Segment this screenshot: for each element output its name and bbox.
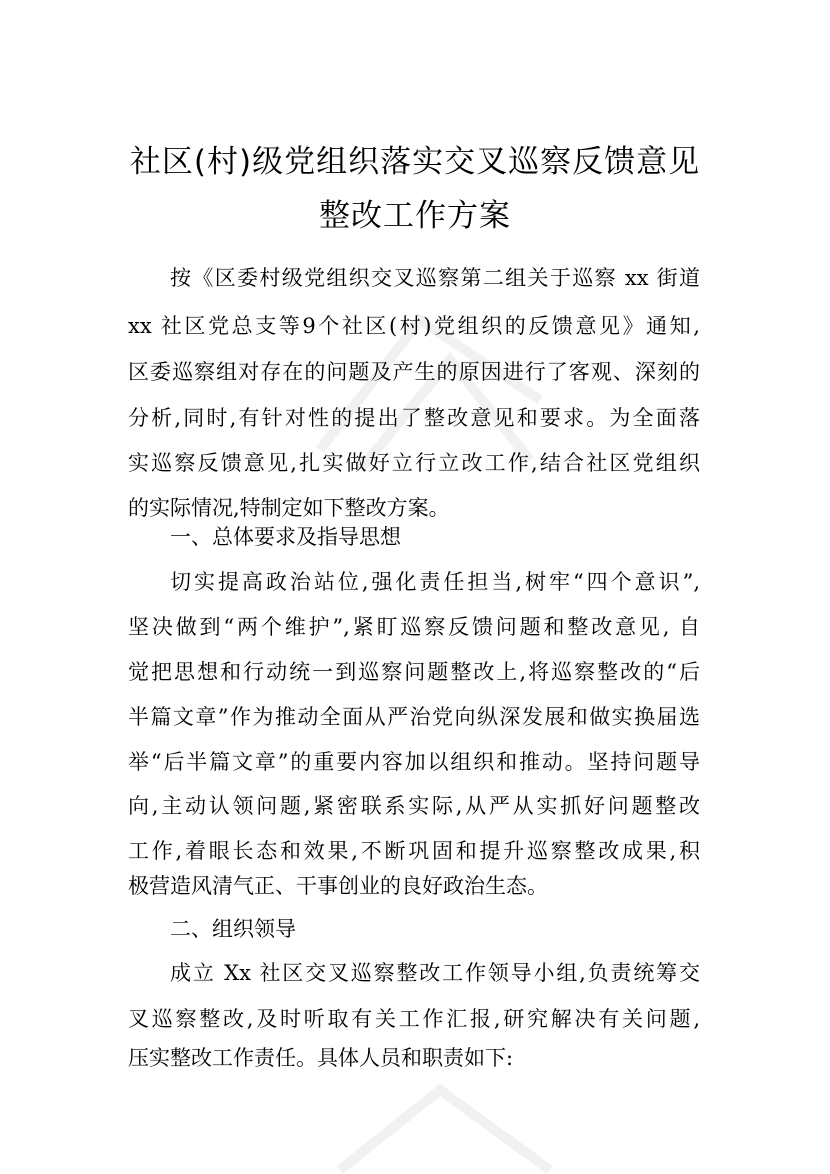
- section-heading-1: 一、总体要求及指导思想: [170, 525, 401, 549]
- document-title-line-2: 整改工作方案: [319, 198, 511, 234]
- paragraph-2-line-7: 工作,着眼长态和效果,不断巩固和提升巡察整改成果,积: [128, 839, 700, 863]
- document-title-line-1: 社区(村)级党组织落实交叉巡察反馈意见: [129, 144, 701, 180]
- paragraph-2-line-6: 向,主动认领问题,紧密联系实际,从严从实抓好问题整改: [128, 794, 700, 818]
- paragraph-1-line-3: 区委巡察组对存在的问题及产生的原因进行了客观、深刻的: [128, 360, 700, 384]
- paragraph-2-line-2: 坚决做到“两个维护”,紧盯巡察反馈问题和整改意见, 自: [128, 615, 700, 639]
- paragraph-2-line-4: 半篇文章”作为推动全面从严治党向纵深发展和做实换届选: [128, 705, 700, 729]
- paragraph-3-line-2: 叉巡察整改,及时听取有关工作汇报,研究解决有关问题,: [128, 1007, 700, 1031]
- paragraph-2-line-8: 极营造风清气正、干事创业的良好政治生态。: [128, 874, 548, 898]
- paragraph-2-line-1: 切实提高政治站位,强化责任担当,树牢“四个意识”,: [170, 570, 700, 594]
- paragraph-3-line-1: 成立 Xx 社区交叉巡察整改工作领导小组,负责统筹交: [170, 961, 700, 985]
- watermark-logo-bottom: [330, 1080, 560, 1174]
- section-heading-2: 二、组织领导: [170, 917, 296, 941]
- paragraph-2-line-3: 觉把思想和行动统一到巡察问题整改上,将巡察整改的“后: [128, 660, 700, 684]
- paragraph-1-line-2: xx 社区党总支等9个社区(村)党组织的反馈意见》通知,: [128, 314, 700, 338]
- paragraph-1-line-5: 实巡察反馈意见,扎实做好立行立改工作,结合社区党组织: [128, 451, 700, 475]
- paragraph-1-line-1: 按《区委村级党组织交叉巡察第二组关于巡察 xx 街道: [170, 266, 700, 290]
- paragraph-1-line-4: 分析,同时,有针对性的提出了整改意见和要求。为全面落: [128, 406, 700, 430]
- paragraph-2-line-5: 举“后半篇文章”的重要内容加以组织和推动。坚持问题导: [128, 750, 700, 774]
- paragraph-1-line-6: 的实际情况,特制定如下整改方案。: [128, 496, 450, 520]
- paragraph-3-line-3: 压实整改工作责任。具体人员和职责如下:: [128, 1046, 514, 1070]
